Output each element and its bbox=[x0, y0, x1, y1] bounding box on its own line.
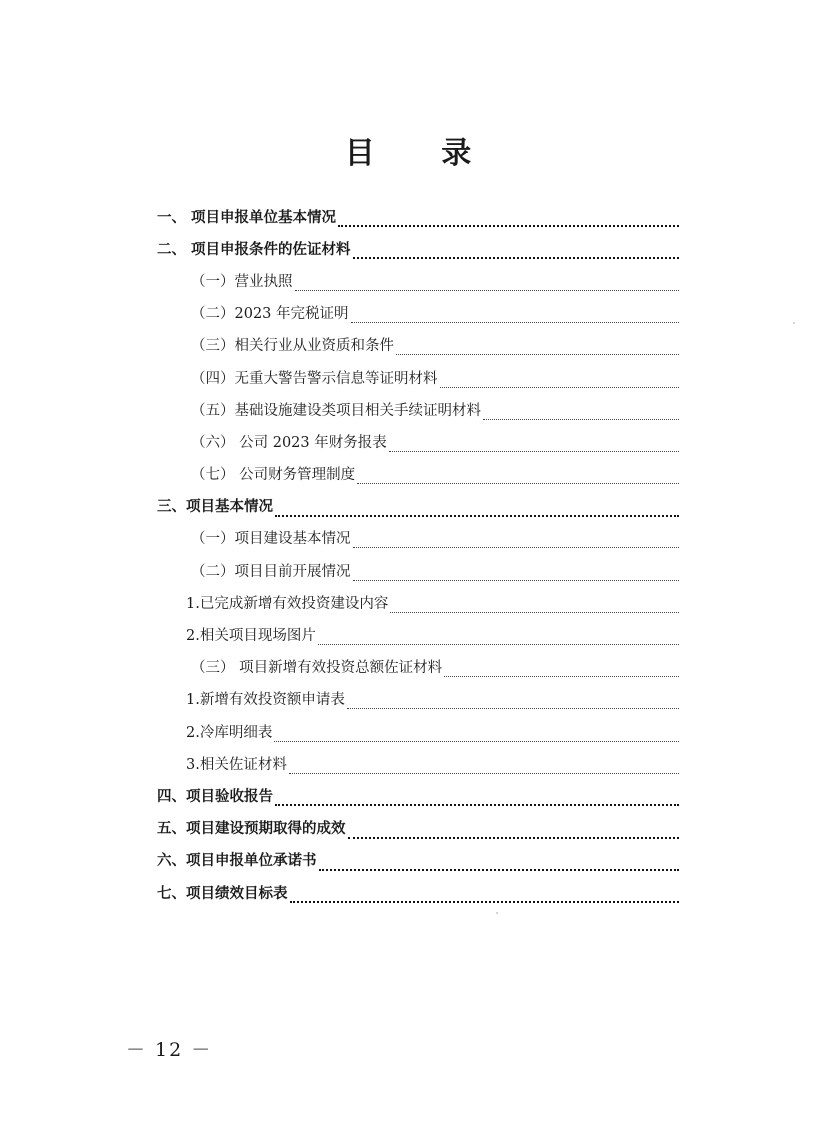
toc-leader-dots bbox=[440, 375, 680, 388]
toc-leader-dots bbox=[353, 568, 680, 581]
toc-entry-3-1[interactable] bbox=[157, 522, 681, 554]
toc-leader-dots bbox=[357, 471, 679, 484]
toc-leader-dots bbox=[338, 213, 679, 227]
toc-entry-2-1[interactable] bbox=[157, 264, 681, 296]
toc-entry-2[interactable] bbox=[157, 232, 681, 264]
toc-entry-label: （三） 项目新增有效投资总额佐证材料 bbox=[191, 656, 444, 677]
toc-leader-dots bbox=[444, 664, 679, 677]
toc-leader-dots bbox=[483, 407, 679, 420]
toc-entry-label: （一）营业执照 bbox=[191, 270, 295, 291]
toc-entry-label: 一、 项目申报单位基本情况 bbox=[157, 206, 338, 227]
toc-list bbox=[157, 200, 681, 908]
toc-entry-label: （七） 公司财务管理制度 bbox=[191, 463, 357, 484]
scan-speck bbox=[793, 322, 795, 324]
toc-entry-3-2-1[interactable] bbox=[157, 586, 681, 618]
toc-entry-label: 二、 项目申报条件的佐证材料 bbox=[157, 238, 353, 259]
toc-leader-dots bbox=[390, 600, 679, 613]
toc-leader-dots bbox=[396, 342, 679, 355]
toc-entry-2-5[interactable] bbox=[157, 393, 681, 425]
toc-entry-label: 1.已完成新增有效投资建设内容 bbox=[186, 592, 390, 613]
toc-entry-3-3[interactable] bbox=[157, 651, 681, 683]
toc-entry-5[interactable] bbox=[157, 812, 681, 844]
toc-entry-label: （二）项目目前开展情况 bbox=[191, 560, 353, 581]
toc-leader-dots bbox=[348, 825, 680, 839]
toc-title: 目 录 bbox=[344, 136, 500, 171]
toc-leader-dots bbox=[289, 761, 679, 774]
toc-leader-dots bbox=[353, 245, 679, 259]
toc-entry-label: 2.冷库明细表 bbox=[186, 721, 274, 742]
toc-entry-label: （四）无重大警告警示信息等证明材料 bbox=[191, 367, 440, 388]
toc-entry-3-2[interactable] bbox=[157, 554, 681, 586]
toc-entry-3-2-2[interactable] bbox=[157, 618, 681, 650]
toc-leader-dots bbox=[353, 535, 680, 548]
toc-entry-2-3[interactable] bbox=[157, 329, 681, 361]
toc-leader-dots bbox=[318, 632, 679, 645]
toc-entry-label: 五、项目建设预期取得的成效 bbox=[157, 817, 348, 838]
toc-leader-dots bbox=[295, 278, 680, 291]
toc-entry-3[interactable] bbox=[157, 490, 681, 522]
toc-entry-label: 三、项目基本情况 bbox=[157, 495, 275, 516]
toc-entry-label: 六、项目申报单位承诺书 bbox=[157, 849, 319, 870]
toc-entry-label: 3.相关佐证材料 bbox=[186, 753, 289, 774]
toc-entry-2-4[interactable] bbox=[157, 361, 681, 393]
toc-entry-label: （六） 公司 2023 年财务报表 bbox=[191, 431, 389, 452]
toc-entry-2-6[interactable] bbox=[157, 425, 681, 457]
toc-leader-dots bbox=[274, 729, 679, 742]
toc-entry-6[interactable] bbox=[157, 844, 681, 876]
toc-entry-3-3-3[interactable] bbox=[157, 747, 681, 779]
toc-entry-label: 四、项目验收报告 bbox=[157, 785, 275, 806]
scan-speck bbox=[496, 912, 498, 914]
toc-entry-1[interactable] bbox=[157, 200, 681, 232]
toc-leader-dots bbox=[351, 310, 679, 323]
toc-entry-label: （三）相关行业从业资质和条件 bbox=[191, 334, 396, 355]
toc-leader-dots bbox=[319, 857, 680, 871]
toc-entry-label: （二）2023 年完税证明 bbox=[191, 302, 351, 323]
toc-entry-label: 七、项目绩效目标表 bbox=[157, 882, 290, 903]
toc-leader-dots bbox=[275, 792, 679, 806]
toc-entry-label: 1.新增有效投资额申请表 bbox=[186, 688, 347, 709]
toc-leader-dots bbox=[347, 696, 679, 709]
toc-leader-dots bbox=[275, 503, 679, 517]
page-number: － 12 － bbox=[126, 1039, 213, 1061]
toc-entry-label: 2.相关项目现场图片 bbox=[186, 624, 318, 645]
toc-entry-2-7[interactable] bbox=[157, 458, 681, 490]
toc-entry-2-2[interactable] bbox=[157, 297, 681, 329]
toc-leader-dots bbox=[389, 439, 679, 452]
toc-entry-4[interactable] bbox=[157, 779, 681, 811]
toc-entry-3-3-1[interactable] bbox=[157, 683, 681, 715]
toc-entry-7[interactable] bbox=[157, 876, 681, 908]
toc-entry-3-3-2[interactable] bbox=[157, 715, 681, 747]
toc-entry-label: （一）项目建设基本情况 bbox=[191, 527, 353, 548]
toc-leader-dots bbox=[290, 889, 680, 903]
toc-entry-label: （五）基础设施建设类项目相关手续证明材料 bbox=[191, 399, 483, 420]
